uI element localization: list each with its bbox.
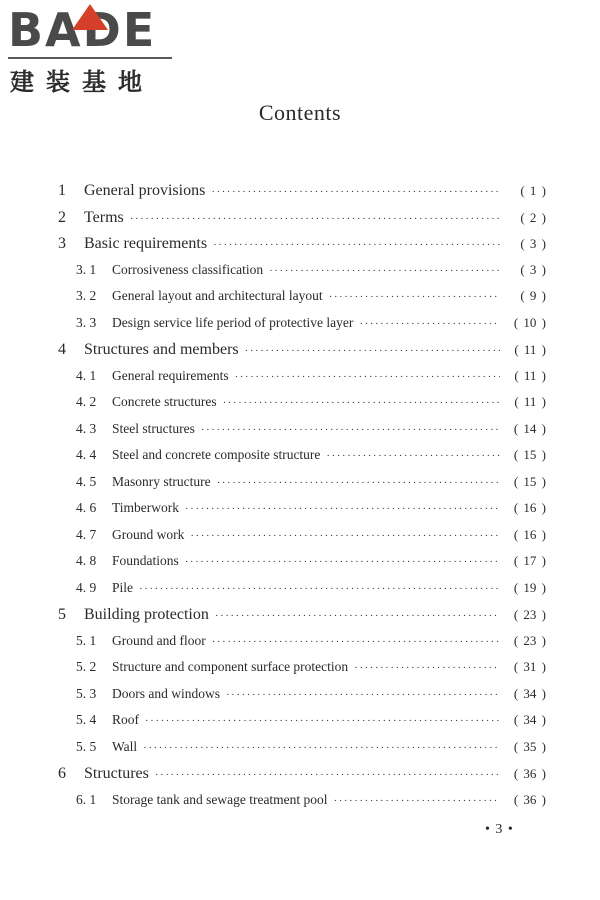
toc-leader-dots	[226, 689, 500, 701]
toc-entry-number: 3	[58, 235, 66, 252]
logo-wordmark: BADE	[8, 3, 157, 57]
toc-entry[interactable]	[58, 606, 546, 633]
toc-entry-title: Design service life period of protective layer	[112, 314, 354, 330]
toc-entry-number: 5. 4	[76, 712, 97, 727]
toc-entry-number: 4. 7	[76, 526, 97, 542]
toc-entry[interactable]	[58, 262, 546, 289]
toc-entry-number: 6	[58, 765, 66, 782]
toc-leader-dots	[329, 291, 500, 303]
toc-entry-page: ( 2 )	[520, 209, 546, 225]
toc-entry-page: ( 36 )	[513, 766, 546, 781]
bade-logo	[8, 4, 178, 94]
toc-entry-title: Building protection	[84, 606, 209, 623]
table-of-contents	[58, 182, 546, 818]
toc-entry-title: Ground and floor	[112, 632, 206, 648]
toc-entry-number: 5. 3	[76, 685, 97, 701]
page-title: Contents	[258, 100, 342, 125]
toc-leader-dots	[326, 450, 500, 462]
toc-leader-dots	[212, 636, 500, 648]
toc-entry-number: 3. 2	[76, 288, 97, 303]
toc-entry-page: ( 34 )	[513, 685, 546, 701]
logo-accent-triangle	[72, 4, 108, 30]
toc-leader-dots	[143, 742, 500, 754]
toc-entry[interactable]	[58, 209, 546, 236]
toc-entry-page: ( 15 )	[513, 473, 546, 489]
toc-entry[interactable]	[58, 447, 546, 474]
toc-leader-dots	[213, 239, 500, 251]
toc-entry[interactable]	[58, 712, 546, 739]
logo-subtitle: 建装基地	[10, 68, 154, 96]
toc-entry-page: ( 11 )	[514, 394, 546, 409]
toc-entry-page: ( 19 )	[513, 579, 546, 595]
toc-entry-page: ( 14 )	[513, 420, 546, 436]
toc-entry-title: Steel structures	[112, 420, 195, 436]
toc-entry-number: 5. 5	[76, 738, 97, 754]
toc-entry-number: 3. 1	[76, 261, 97, 277]
toc-leader-dots	[145, 715, 500, 727]
toc-entry-page: ( 3 )	[520, 261, 546, 277]
toc-leader-dots	[334, 795, 500, 807]
toc-entry[interactable]	[58, 182, 546, 209]
toc-leader-dots	[215, 610, 500, 622]
toc-entry-page: ( 15 )	[513, 447, 546, 462]
toc-entry[interactable]	[58, 341, 546, 368]
toc-entry-title: Corrosiveness classification	[112, 261, 264, 277]
page-number: • 3 •	[485, 822, 514, 837]
toc-entry-title: General requirements	[112, 367, 229, 383]
toc-entry[interactable]	[58, 527, 546, 554]
toc-entry-page: ( 34 )	[513, 712, 546, 727]
toc-entry-number: 4	[58, 341, 66, 358]
toc-entry-page: ( 31 )	[513, 659, 546, 674]
toc-leader-dots	[130, 213, 500, 225]
toc-leader-dots	[235, 371, 500, 383]
toc-entry-title: Doors and windows	[112, 685, 220, 701]
toc-entry-number: 4. 8	[76, 553, 97, 568]
toc-entry-page: ( 23 )	[513, 632, 546, 648]
toc-leader-dots	[155, 769, 500, 781]
toc-leader-dots	[185, 556, 500, 568]
toc-entry-title: Structures and members	[84, 341, 239, 358]
toc-entry[interactable]	[58, 474, 546, 501]
toc-entry[interactable]	[58, 633, 546, 660]
toc-entry[interactable]	[58, 553, 546, 580]
toc-leader-dots	[245, 345, 500, 357]
toc-entry-title: Structure and component surface protection	[112, 659, 349, 674]
toc-entry[interactable]	[58, 765, 546, 792]
toc-entry[interactable]	[58, 500, 546, 527]
toc-leader-dots	[269, 265, 500, 277]
toc-entry-title: Foundations	[112, 553, 179, 568]
toc-leader-dots	[223, 397, 500, 409]
toc-entry-title: Pile	[112, 579, 134, 595]
toc-entry-title: Storage tank and sewage treatment pool	[112, 791, 328, 807]
toc-entry-page: ( 17 )	[513, 553, 546, 568]
toc-entry[interactable]	[58, 235, 546, 262]
toc-entry-page: ( 9 )	[520, 288, 546, 303]
toc-entry[interactable]	[58, 288, 546, 315]
toc-entry[interactable]	[58, 686, 546, 713]
toc-entry-number: 4. 2	[76, 394, 97, 409]
toc-entry[interactable]	[58, 792, 546, 819]
logo-divider	[8, 57, 172, 59]
toc-entry-page: ( 36 )	[513, 791, 546, 807]
toc-leader-dots	[185, 503, 500, 515]
toc-entry-title: Basic requirements	[84, 235, 208, 252]
toc-entry-page: ( 11 )	[514, 342, 546, 357]
toc-entry[interactable]	[58, 739, 546, 766]
toc-entry[interactable]	[58, 659, 546, 686]
toc-entry-number: 1	[58, 182, 66, 199]
toc-entry-number: 3. 3	[76, 314, 97, 330]
toc-entry-page: ( 16 )	[513, 500, 546, 515]
toc-entry-title: General layout and architectural layout	[112, 288, 323, 303]
toc-entry[interactable]	[58, 368, 546, 395]
toc-leader-dots	[139, 583, 500, 595]
toc-leader-dots	[190, 530, 500, 542]
toc-entry-page: ( 10 )	[513, 314, 546, 330]
toc-entry-page: ( 3 )	[520, 236, 546, 251]
toc-entry-number: 5. 2	[76, 659, 97, 674]
toc-entry-number: 5. 1	[76, 632, 97, 648]
toc-entry-title: Wall	[112, 738, 138, 754]
toc-entry-page: ( 1 )	[520, 183, 546, 198]
toc-entry-title: Masonry structure	[112, 473, 211, 489]
toc-entry-number: 5	[58, 606, 66, 623]
toc-entry-page: ( 23 )	[513, 607, 546, 622]
toc-entry-number: 4. 9	[76, 579, 97, 595]
toc-entry[interactable]	[58, 580, 546, 607]
toc-entry[interactable]	[58, 421, 546, 448]
toc-entry-number: 4. 3	[76, 420, 97, 436]
toc-entry-number: 4. 5	[76, 473, 97, 489]
toc-entry[interactable]	[58, 315, 546, 342]
toc-entry-number: 2	[58, 208, 66, 226]
toc-entry-number: 4. 4	[76, 447, 97, 462]
toc-entry-page: ( 35 )	[513, 738, 546, 754]
toc-entry-number: 6. 1	[76, 791, 97, 807]
toc-leader-dots	[359, 318, 500, 330]
toc-entry-number: 4. 1	[76, 367, 97, 383]
toc-leader-dots	[217, 477, 500, 489]
toc-entry[interactable]	[58, 394, 546, 421]
toc-entry-title: Steel and concrete composite structure	[112, 447, 321, 462]
toc-entry-title: Terms	[84, 208, 124, 226]
toc-entry-title: Roof	[112, 712, 139, 727]
toc-leader-dots	[201, 424, 500, 436]
toc-leader-dots	[211, 186, 500, 198]
toc-entry-title: General provisions	[84, 182, 206, 199]
toc-entry-title: Concrete structures	[112, 394, 217, 409]
toc-entry-title: Structures	[84, 765, 149, 782]
toc-entry-title: Timberwork	[112, 500, 180, 515]
toc-entry-title: Ground work	[112, 526, 185, 542]
toc-entry-page: ( 16 )	[513, 526, 546, 542]
toc-leader-dots	[354, 662, 500, 674]
toc-entry-number: 4. 6	[76, 500, 97, 515]
toc-entry-page: ( 11 )	[514, 367, 546, 383]
